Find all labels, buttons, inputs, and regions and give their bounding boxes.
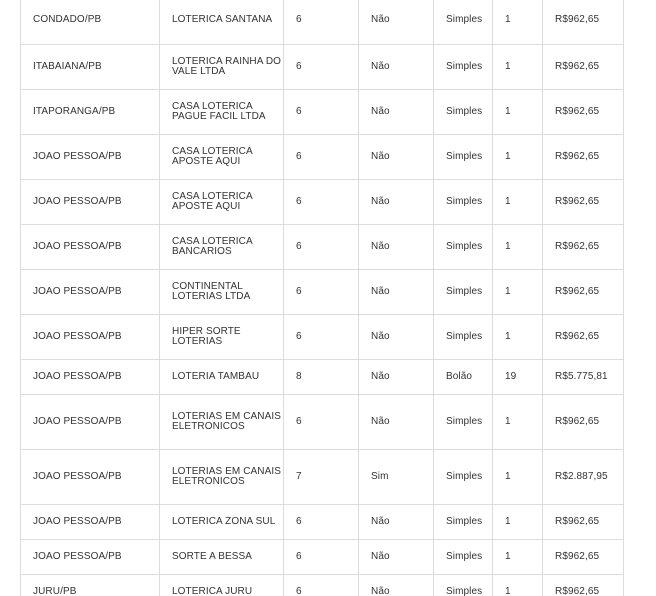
lottery-cell <box>160 270 284 315</box>
quotas-cell <box>493 135 543 180</box>
bet-type-cell <box>434 270 493 315</box>
quotas-cell-text: 1 <box>505 331 511 342</box>
numbers-count-cell-text: 6 <box>296 286 302 297</box>
lottery-cell-text: HIPER SORTE LOTERIAS <box>172 326 241 347</box>
surprise-cell-text: Não <box>371 516 390 527</box>
prize-value-cell <box>543 395 624 450</box>
quotas-cell-text: 1 <box>505 551 511 562</box>
table-row <box>21 315 624 360</box>
lottery-cell-text: CASA LOTERICA BANCARIOS <box>172 236 253 257</box>
numbers-count-cell-text: 6 <box>296 551 302 562</box>
lottery-cell <box>160 540 284 575</box>
numbers-count-cell-text: 6 <box>296 331 302 342</box>
numbers-count-cell-text: 6 <box>296 61 302 72</box>
table-row <box>21 0 624 45</box>
quotas-cell-text: 1 <box>505 241 511 252</box>
table-row <box>21 270 624 315</box>
city-cell-text: JOAO PESSOA/PB <box>33 416 122 427</box>
numbers-count-cell <box>284 315 359 360</box>
quotas-cell <box>493 225 543 270</box>
quotas-cell <box>493 450 543 505</box>
bet-type-cell-text: Simples <box>446 13 483 25</box>
city-cell-text: ITAPORANGA/PB <box>33 106 116 117</box>
quotas-cell <box>493 540 543 575</box>
city-cell-text: JOAO PESSOA/PB <box>33 151 122 162</box>
surprise-cell <box>359 270 434 315</box>
quotas-cell <box>493 360 543 395</box>
quotas-cell-text: 1 <box>505 151 511 162</box>
lottery-cell <box>160 90 284 135</box>
quotas-cell-text: 1 <box>505 13 511 25</box>
surprise-cell <box>359 0 434 45</box>
table-body <box>21 0 624 596</box>
city-cell-text: JOAO PESSOA/PB <box>33 196 122 207</box>
bet-type-cell <box>434 360 493 395</box>
bet-type-cell-text: Simples <box>446 61 483 72</box>
quotas-cell-text: 1 <box>505 61 511 72</box>
table-row <box>21 180 624 225</box>
table-row <box>21 135 624 180</box>
bet-type-cell <box>434 575 493 596</box>
quotas-cell <box>493 315 543 360</box>
prize-value-cell <box>543 315 624 360</box>
numbers-count-cell-text: 6 <box>296 196 302 207</box>
numbers-count-cell-text: 6 <box>296 106 302 117</box>
surprise-cell-text: Não <box>371 551 390 562</box>
numbers-count-cell <box>284 540 359 575</box>
surprise-cell <box>359 540 434 575</box>
prize-value-cell-text: R$962,65 <box>555 586 600 596</box>
prize-value-cell <box>543 270 624 315</box>
city-cell-text: JURU/PB <box>33 586 77 596</box>
city-cell-text: JOAO PESSOA/PB <box>33 331 122 342</box>
quotas-cell <box>493 0 543 45</box>
bet-type-cell <box>434 0 493 45</box>
city-cell-text: JOAO PESSOA/PB <box>33 241 122 252</box>
lottery-cell <box>160 135 284 180</box>
quotas-cell-text: 1 <box>505 106 511 117</box>
prize-value-cell-text: R$962,65 <box>555 151 600 162</box>
lottery-cell <box>160 315 284 360</box>
bet-type-cell <box>434 90 493 135</box>
city-cell-text: JOAO PESSOA/PB <box>33 371 122 382</box>
quotas-cell <box>493 45 543 90</box>
surprise-cell-text: Não <box>371 61 390 72</box>
prize-value-cell-text: R$962,65 <box>555 13 600 25</box>
numbers-count-cell <box>284 0 359 45</box>
surprise-cell-text: Sim <box>371 471 389 482</box>
numbers-count-cell-text: 7 <box>296 471 302 482</box>
quotas-cell <box>493 270 543 315</box>
prize-value-cell-text: R$962,65 <box>555 241 600 252</box>
surprise-cell <box>359 45 434 90</box>
surprise-cell <box>359 90 434 135</box>
table-row <box>21 395 624 450</box>
city-cell <box>21 395 160 450</box>
bet-type-cell-text: Simples <box>446 286 483 297</box>
bet-type-cell-text: Simples <box>446 551 483 562</box>
bet-type-cell <box>434 505 493 540</box>
quotas-cell-text: 1 <box>505 471 511 482</box>
city-cell <box>21 0 160 45</box>
city-cell <box>21 450 160 505</box>
surprise-cell <box>359 225 434 270</box>
lottery-cell-text: CONTINENTAL LOTERIAS LTDA <box>172 281 251 302</box>
surprise-cell <box>359 315 434 360</box>
prize-value-cell-text: R$962,65 <box>555 331 600 342</box>
surprise-cell-text: Não <box>371 151 390 162</box>
bet-type-cell-text: Simples <box>446 106 483 117</box>
bet-type-cell-text: Simples <box>446 471 483 482</box>
prize-value-cell-text: R$962,65 <box>555 61 600 72</box>
prize-value-cell <box>543 45 624 90</box>
city-cell-text: JOAO PESSOA/PB <box>33 551 122 562</box>
city-cell <box>21 575 160 596</box>
quotas-cell <box>493 505 543 540</box>
quotas-cell-text: 1 <box>505 416 511 427</box>
bet-type-cell-text: Simples <box>446 151 483 162</box>
bet-type-cell <box>434 225 493 270</box>
city-cell <box>21 360 160 395</box>
bet-type-cell-text: Simples <box>446 331 483 342</box>
surprise-cell <box>359 135 434 180</box>
city-cell-text: JOAO PESSOA/PB <box>33 516 122 527</box>
bet-type-cell-text: Simples <box>446 516 483 527</box>
quotas-cell <box>493 575 543 596</box>
city-cell <box>21 315 160 360</box>
quotas-cell-text: 1 <box>505 516 511 527</box>
prize-value-cell <box>543 575 624 596</box>
lottery-cell-text: CASA LOTERICA APOSTE AQUI <box>172 146 253 167</box>
city-cell-text: CONDADO/PB <box>33 13 102 25</box>
lottery-cell <box>160 180 284 225</box>
lottery-cell-text: LOTERICA ZONA SUL <box>172 516 276 527</box>
bet-type-cell <box>434 135 493 180</box>
numbers-count-cell <box>284 270 359 315</box>
numbers-count-cell-text: 6 <box>296 416 302 427</box>
prize-value-cell-text: R$962,65 <box>555 196 600 207</box>
prize-value-cell-text: R$962,65 <box>555 416 600 427</box>
surprise-cell <box>359 450 434 505</box>
surprise-cell-text: Não <box>371 371 390 382</box>
surprise-cell-text: Não <box>371 106 390 117</box>
city-cell <box>21 225 160 270</box>
winners-table <box>20 0 624 596</box>
prize-value-cell <box>543 360 624 395</box>
table-row <box>21 45 624 90</box>
numbers-count-cell-text: 6 <box>296 241 302 252</box>
quotas-cell-text: 1 <box>505 586 511 596</box>
bet-type-cell <box>434 395 493 450</box>
prize-value-cell-text: R$5.775,81 <box>555 371 608 382</box>
city-cell <box>21 45 160 90</box>
table-row <box>21 540 624 575</box>
table-row <box>21 575 624 596</box>
city-cell <box>21 540 160 575</box>
numbers-count-cell <box>284 395 359 450</box>
lottery-cell-text: LOTERICA RAINHA DO VALE LTDA <box>172 56 282 77</box>
surprise-cell-text: Não <box>371 286 390 297</box>
bet-type-cell <box>434 315 493 360</box>
surprise-cell <box>359 575 434 596</box>
prize-value-cell-text: R$962,65 <box>555 286 600 297</box>
lottery-cell <box>160 395 284 450</box>
table-row <box>21 225 624 270</box>
surprise-cell <box>359 180 434 225</box>
city-cell-text: ITABAIANA/PB <box>33 61 102 72</box>
numbers-count-cell-text: 6 <box>296 516 302 527</box>
surprise-cell <box>359 505 434 540</box>
surprise-cell <box>359 395 434 450</box>
numbers-count-cell <box>284 360 359 395</box>
prize-value-cell-text: R$2.887,95 <box>555 471 608 482</box>
numbers-count-cell <box>284 450 359 505</box>
city-cell-text: JOAO PESSOA/PB <box>33 286 122 297</box>
prize-value-cell <box>543 225 624 270</box>
numbers-count-cell <box>284 45 359 90</box>
quotas-cell <box>493 90 543 135</box>
lottery-cell <box>160 45 284 90</box>
prize-value-cell-text: R$962,65 <box>555 551 600 562</box>
bet-type-cell <box>434 540 493 575</box>
surprise-cell-text: Não <box>371 196 390 207</box>
lottery-cell <box>160 0 284 45</box>
prize-value-cell <box>543 135 624 180</box>
quotas-cell-text: 1 <box>505 286 511 297</box>
prize-value-cell <box>543 505 624 540</box>
prize-value-cell <box>543 540 624 575</box>
numbers-count-cell <box>284 90 359 135</box>
lottery-cell-text: CASA LOTERICA APOSTE AQUI <box>172 191 253 212</box>
lottery-cell-text: LOTERIAS EM CANAIS ELETRONICOS <box>172 411 282 432</box>
numbers-count-cell-text: 6 <box>296 151 302 162</box>
surprise-cell-text: Não <box>371 13 390 25</box>
numbers-count-cell-text: 6 <box>296 586 302 596</box>
lottery-cell-text: LOTERIAS EM CANAIS ELETRONICOS <box>172 466 282 487</box>
lottery-cell-text: LOTERICA SANTANA <box>172 13 273 25</box>
table-row <box>21 90 624 135</box>
bet-type-cell <box>434 45 493 90</box>
bet-type-cell-text: Simples <box>446 586 483 596</box>
numbers-count-cell-text: 8 <box>296 371 302 382</box>
bet-type-cell-text: Bolão <box>446 371 473 382</box>
numbers-count-cell <box>284 225 359 270</box>
lottery-cell <box>160 450 284 505</box>
bet-type-cell-text: Simples <box>446 196 483 207</box>
lottery-cell <box>160 360 284 395</box>
surprise-cell-text: Não <box>371 241 390 252</box>
numbers-count-cell <box>284 180 359 225</box>
lottery-cell-text: LOTERIA TAMBAU <box>172 371 260 382</box>
numbers-count-cell <box>284 505 359 540</box>
prize-value-cell-text: R$962,65 <box>555 106 600 117</box>
bet-type-cell-text: Simples <box>446 241 483 252</box>
prize-value-cell <box>543 0 624 45</box>
table-row <box>21 505 624 540</box>
table-row <box>21 360 624 395</box>
lottery-cell <box>160 225 284 270</box>
quotas-cell <box>493 180 543 225</box>
surprise-cell-text: Não <box>371 586 390 596</box>
surprise-cell-text: Não <box>371 416 390 427</box>
lottery-cell-text: LOTERICA JURU <box>172 586 253 596</box>
prize-value-cell <box>543 180 624 225</box>
city-cell-text: JOAO PESSOA/PB <box>33 471 122 482</box>
city-cell <box>21 135 160 180</box>
lottery-cell <box>160 505 284 540</box>
prize-value-cell <box>543 450 624 505</box>
bet-type-cell <box>434 180 493 225</box>
quotas-cell-text: 19 <box>505 371 517 382</box>
city-cell <box>21 270 160 315</box>
numbers-count-cell-text: 6 <box>296 13 302 25</box>
bet-type-cell <box>434 450 493 505</box>
quotas-cell-text: 1 <box>505 196 511 207</box>
surprise-cell-text: Não <box>371 331 390 342</box>
prize-value-cell-text: R$962,65 <box>555 516 600 527</box>
numbers-count-cell <box>284 135 359 180</box>
city-cell <box>21 505 160 540</box>
lottery-cell-text: CASA LOTERICA PAGUE FACIL LTDA <box>172 101 266 122</box>
lottery-cell-text: SORTE A BESSA <box>172 551 253 562</box>
surprise-cell <box>359 360 434 395</box>
city-cell <box>21 90 160 135</box>
prize-value-cell <box>543 90 624 135</box>
lottery-cell <box>160 575 284 596</box>
city-cell <box>21 180 160 225</box>
numbers-count-cell <box>284 575 359 596</box>
quotas-cell <box>493 395 543 450</box>
table-row <box>21 450 624 505</box>
bet-type-cell-text: Simples <box>446 416 483 427</box>
